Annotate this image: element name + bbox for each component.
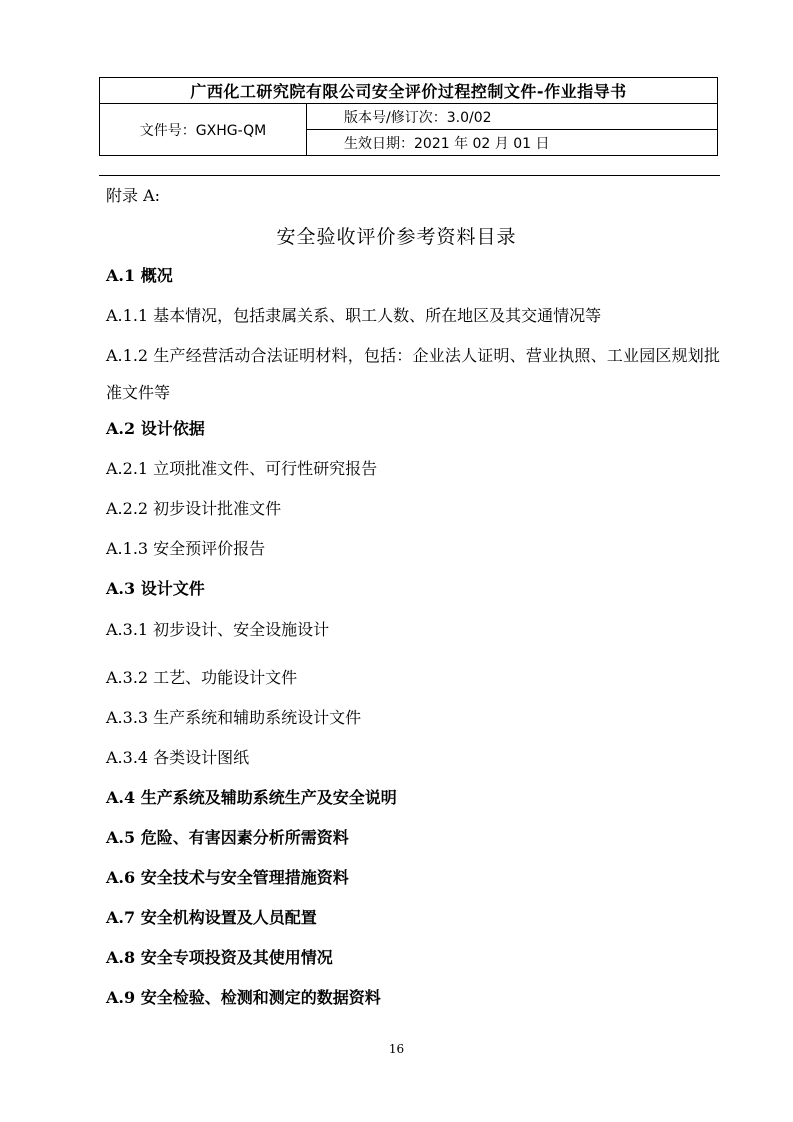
- item-a3-3: A.3.3 生产系统和辅助系统设计文件: [106, 708, 362, 727]
- appendix-label: 附录 A:: [106, 186, 161, 205]
- item-a1-3: A.1.3 安全预评价报告: [106, 539, 266, 558]
- section-a2: A.2 设计依据: [106, 419, 205, 438]
- section-a5: A.5 危险、有害因素分析所需资料: [106, 828, 349, 847]
- item-a3-4: A.3.4 各类设计图纸: [106, 748, 250, 767]
- header-divider: [99, 175, 720, 176]
- item-a3-1: A.3.1 初步设计、安全设施设计: [106, 620, 330, 639]
- page-number: 16: [388, 1042, 405, 1056]
- document-header-table: [99, 77, 718, 156]
- section-a9: A.9 安全检验、检测和测定的数据资料: [106, 988, 381, 1007]
- document-title: 安全验收评价参考资料目录: [276, 226, 517, 248]
- item-a2-2: A.2.2 初步设计批准文件: [106, 499, 282, 518]
- item-a1-1: A.1.1 基本情况，包括隶属关系、职工人数、所在地区及其交通情况等: [106, 306, 602, 325]
- item-a3-2: A.3.2 工艺、功能设计文件: [106, 668, 298, 687]
- header-title: 广西化工研究院有限公司安全评价过程控制文件-作业指导书: [100, 78, 717, 104]
- header-effective-date: 生效日期：2021 年 02 月 01 日: [344, 135, 550, 152]
- section-a7: A.7 安全机构设置及人员配置: [106, 908, 317, 927]
- item-a2-1: A.2.1 立项批准文件、可行性研究报告: [106, 459, 378, 478]
- section-a6: A.6 安全技术与安全管理措施资料: [106, 868, 349, 887]
- section-a8: A.8 安全专项投资及其使用情况: [106, 948, 333, 967]
- item-a1-2: A.1.2 生产经营活动合法证明材料，包括：企业法人证明、营业执照、工业园区规划批准文件等: [106, 346, 720, 402]
- section-a1: A.1 概况: [106, 266, 173, 285]
- section-a3: A.3 设计文件: [106, 579, 205, 598]
- header-file-number: 文件号：GXHG-QM: [100, 104, 307, 155]
- section-a4: A.4 生产系统及辅助系统生产及安全说明: [106, 788, 397, 807]
- header-version: 版本号/修订次：3.0/02: [307, 104, 717, 130]
